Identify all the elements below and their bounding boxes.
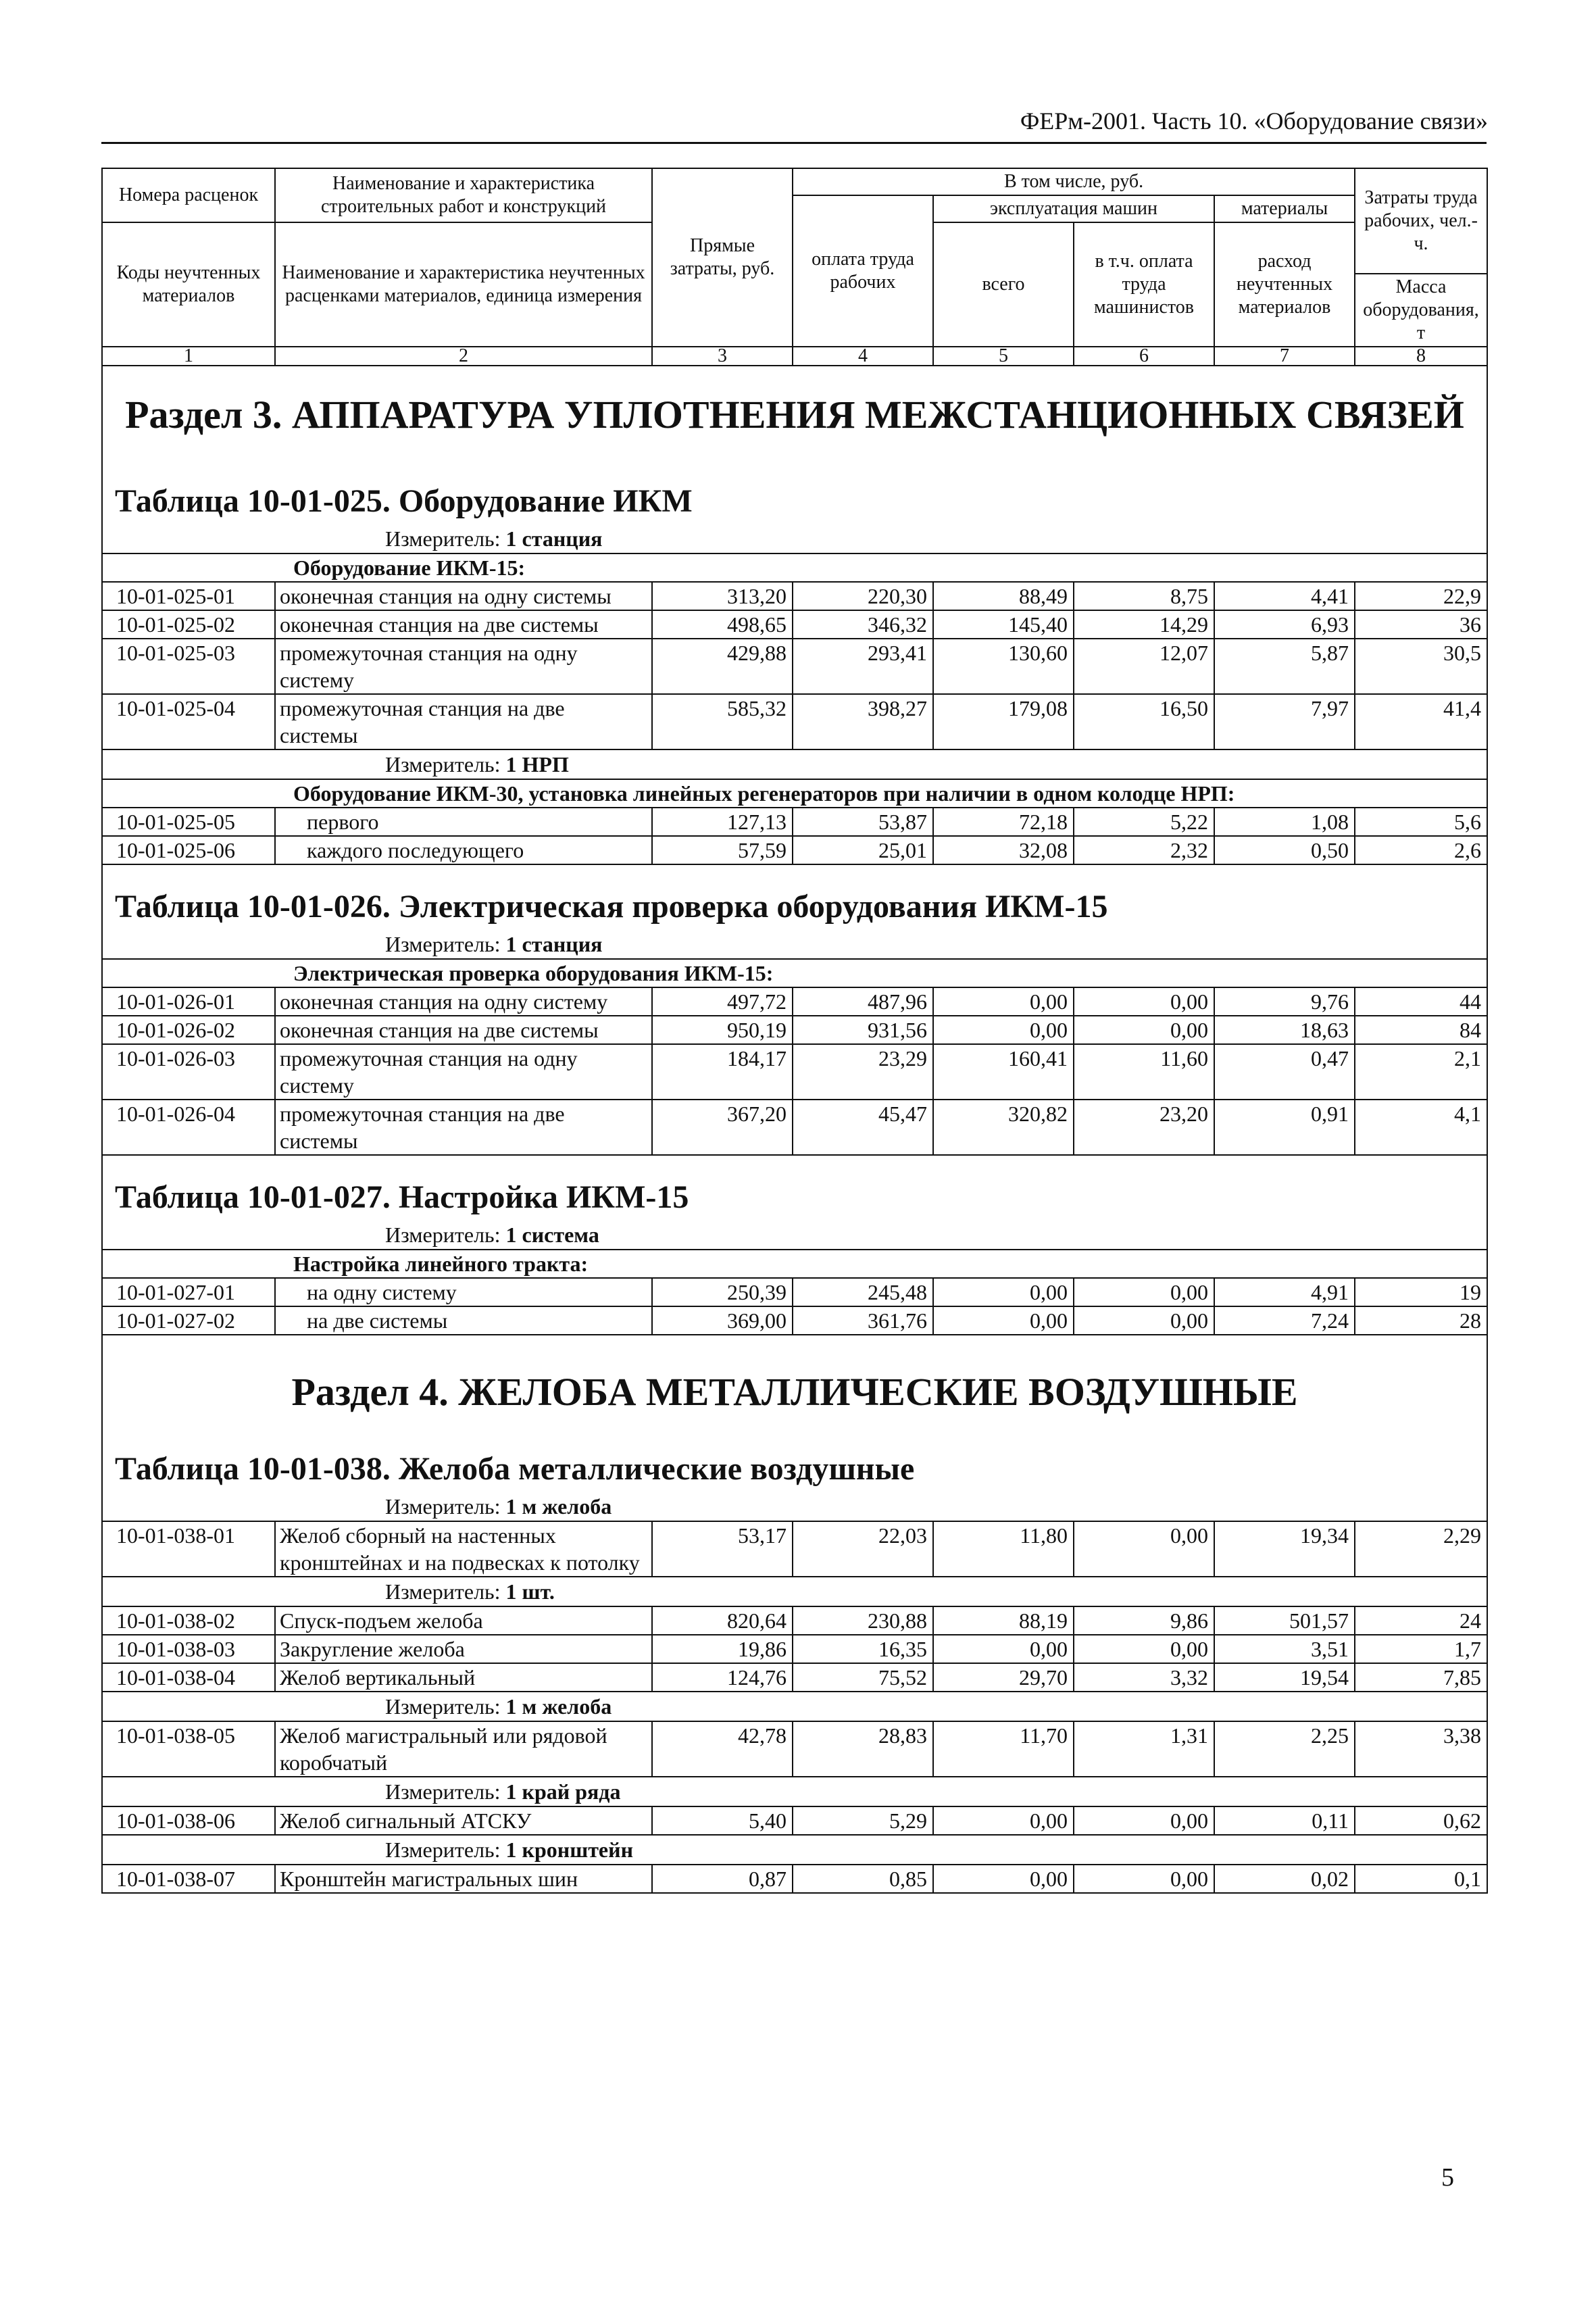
machines-total: 0,00 — [933, 987, 1074, 1016]
operator-pay: 0,00 — [1074, 1635, 1214, 1663]
work-name: оконечная станция на одну систему — [275, 987, 652, 1016]
table-row — [102, 582, 1487, 610]
work-name: на одну систему — [275, 1278, 652, 1306]
work-name: Желоб магистральный или рядовой коробчатый — [275, 1721, 652, 1777]
direct-cost: 42,78 — [652, 1721, 793, 1777]
rate-code: 10-01-038-06 — [102, 1806, 275, 1835]
operator-pay: 12,07 — [1074, 639, 1214, 694]
work-name: оконечная станция на две системы — [275, 1016, 652, 1044]
labor-pay: 5,29 — [793, 1806, 933, 1835]
table-row — [102, 639, 1487, 694]
operator-pay: 11,60 — [1074, 1044, 1214, 1100]
operator-pay: 0,00 — [1074, 1806, 1214, 1835]
rate-code: 10-01-038-02 — [102, 1606, 275, 1635]
labor-pay: 53,87 — [793, 808, 933, 836]
materials: 2,25 — [1214, 1721, 1355, 1777]
group-heading: Настройка линейного тракта: — [102, 1250, 1487, 1278]
col-labor-pay: оплата труда рабочих — [793, 195, 933, 347]
header-rule — [101, 142, 1487, 144]
work-name: промежуточная станция на две системы — [275, 1100, 652, 1155]
operator-pay: 9,86 — [1074, 1606, 1214, 1635]
table-row — [102, 694, 1487, 749]
materials: 0,50 — [1214, 836, 1355, 864]
rate-code: 10-01-038-04 — [102, 1663, 275, 1692]
materials: 0,11 — [1214, 1806, 1355, 1835]
materials: 19,54 — [1214, 1663, 1355, 1692]
rate-code: 10-01-026-02 — [102, 1016, 275, 1044]
measure-label: Измеритель: 1 м желоба — [102, 1492, 1487, 1521]
work-name: Желоб сигнальный АТСКУ — [275, 1806, 652, 1835]
table-row — [102, 1635, 1487, 1663]
machines-total: 0,00 — [933, 1306, 1074, 1335]
work-name: Кронштейн магистральных шин — [275, 1865, 652, 1893]
col-number: 5 — [933, 347, 1074, 366]
table-row — [102, 1306, 1487, 1335]
labor-hours: 36 — [1355, 610, 1487, 639]
labor-hours: 1,7 — [1355, 1635, 1487, 1663]
col-operator-pay: в т.ч. оплата труда машинистов — [1074, 222, 1214, 347]
machines-total: 29,70 — [933, 1663, 1074, 1692]
work-name: оконечная станция на одну системы — [275, 582, 652, 610]
col-work-name: Наименование и характеристика строительных работ и конструкций — [275, 168, 652, 222]
col-number: 6 — [1074, 347, 1214, 366]
labor-hours: 5,6 — [1355, 808, 1487, 836]
machines-total: 145,40 — [933, 610, 1074, 639]
table-title: Таблица 10-01-038. Желоба металлические воздушные — [102, 1444, 1487, 1492]
labor-pay: 28,83 — [793, 1721, 933, 1777]
table-row — [102, 1606, 1487, 1635]
machines-total: 72,18 — [933, 808, 1074, 836]
work-name: Закругление желоба — [275, 1635, 652, 1663]
labor-hours: 30,5 — [1355, 639, 1487, 694]
rate-code: 10-01-026-03 — [102, 1044, 275, 1100]
rate-code: 10-01-025-03 — [102, 639, 275, 694]
measure-label: Измеритель: 1 станция — [102, 930, 1487, 959]
col-rate-numbers: Номера расценок — [102, 168, 275, 222]
machines-total: 320,82 — [933, 1100, 1074, 1155]
materials: 7,24 — [1214, 1306, 1355, 1335]
labor-pay: 361,76 — [793, 1306, 933, 1335]
direct-cost: 429,88 — [652, 639, 793, 694]
labor-pay: 23,29 — [793, 1044, 933, 1100]
measure-label: Измеритель: 1 кронштейн — [102, 1835, 1487, 1865]
rates-table — [101, 168, 1488, 1894]
col-number: 2 — [275, 347, 652, 366]
operator-pay: 8,75 — [1074, 582, 1214, 610]
materials: 0,91 — [1214, 1100, 1355, 1155]
table-row — [102, 1521, 1487, 1577]
table-row — [102, 836, 1487, 864]
machines-total: 0,00 — [933, 1865, 1074, 1893]
page-running-header: ФЕРм-2001. Часть 10. «Оборудование связи» — [1020, 107, 1488, 134]
measure-label: Измеритель: 1 край ряда — [102, 1777, 1487, 1806]
page-number: 5 — [1441, 2163, 1454, 2192]
labor-hours: 2,29 — [1355, 1521, 1487, 1577]
labor-pay: 25,01 — [793, 836, 933, 864]
labor-pay: 45,47 — [793, 1100, 933, 1155]
rate-code: 10-01-025-05 — [102, 808, 275, 836]
labor-pay: 16,35 — [793, 1635, 933, 1663]
direct-cost: 124,76 — [652, 1663, 793, 1692]
rate-code: 10-01-025-04 — [102, 694, 275, 749]
work-name: Желоб вертикальный — [275, 1663, 652, 1692]
table-title: Таблица 10-01-027. Настройка ИКМ-15 — [102, 1155, 1487, 1221]
labor-pay: 220,30 — [793, 582, 933, 610]
machines-total: 130,60 — [933, 639, 1074, 694]
direct-cost: 950,19 — [652, 1016, 793, 1044]
labor-pay: 0,85 — [793, 1865, 933, 1893]
table-row — [102, 1721, 1487, 1777]
table-row — [102, 1865, 1487, 1893]
labor-hours: 19 — [1355, 1278, 1487, 1306]
work-name: Спуск-подъем желоба — [275, 1606, 652, 1635]
materials: 6,93 — [1214, 610, 1355, 639]
rate-code: 10-01-038-01 — [102, 1521, 275, 1577]
materials: 501,57 — [1214, 1606, 1355, 1635]
table-row — [102, 610, 1487, 639]
section-title: Раздел 3. АППАРАТУРА УПЛОТНЕНИЯ МЕЖСТАНЦИОННЫХ СВЯЗЕЙ — [102, 366, 1487, 466]
table-row — [102, 1806, 1487, 1835]
section-title: Раздел 4. ЖЕЛОБА МЕТАЛЛИЧЕСКИЕ ВОЗДУШНЫЕ — [102, 1335, 1487, 1444]
labor-pay: 398,27 — [793, 694, 933, 749]
operator-pay: 14,29 — [1074, 610, 1214, 639]
labor-hours: 28 — [1355, 1306, 1487, 1335]
machines-total: 11,70 — [933, 1721, 1074, 1777]
machines-total: 0,00 — [933, 1635, 1074, 1663]
materials: 3,51 — [1214, 1635, 1355, 1663]
materials: 0,47 — [1214, 1044, 1355, 1100]
materials: 0,02 — [1214, 1865, 1355, 1893]
direct-cost: 313,20 — [652, 582, 793, 610]
labor-hours: 0,62 — [1355, 1806, 1487, 1835]
direct-cost: 250,39 — [652, 1278, 793, 1306]
col-machines: эксплуатация машин — [933, 195, 1214, 222]
operator-pay: 1,31 — [1074, 1721, 1214, 1777]
labor-hours: 44 — [1355, 987, 1487, 1016]
labor-hours: 24 — [1355, 1606, 1487, 1635]
direct-cost: 0,87 — [652, 1865, 793, 1893]
col-equipment-mass: Масса оборудования, т — [1355, 274, 1487, 347]
col-direct-costs: Прямые затраты, руб. — [652, 168, 793, 347]
direct-cost: 367,20 — [652, 1100, 793, 1155]
rate-code: 10-01-038-05 — [102, 1721, 275, 1777]
operator-pay: 0,00 — [1074, 987, 1214, 1016]
direct-cost: 820,64 — [652, 1606, 793, 1635]
rate-code: 10-01-038-03 — [102, 1635, 275, 1663]
rate-code: 10-01-027-01 — [102, 1278, 275, 1306]
materials: 1,08 — [1214, 808, 1355, 836]
col-number: 8 — [1355, 347, 1487, 366]
operator-pay: 16,50 — [1074, 694, 1214, 749]
work-name: на две системы — [275, 1306, 652, 1335]
labor-hours: 3,38 — [1355, 1721, 1487, 1777]
direct-cost: 5,40 — [652, 1806, 793, 1835]
col-number: 1 — [102, 347, 275, 366]
work-name: промежуточная станция на одну систему — [275, 639, 652, 694]
labor-pay: 293,41 — [793, 639, 933, 694]
operator-pay: 5,22 — [1074, 808, 1214, 836]
work-name: оконечная станция на две системы — [275, 610, 652, 639]
table-row — [102, 987, 1487, 1016]
labor-pay: 245,48 — [793, 1278, 933, 1306]
table-row — [102, 1100, 1487, 1155]
work-name: промежуточная станция на одну систему — [275, 1044, 652, 1100]
table-row — [102, 808, 1487, 836]
labor-pay: 487,96 — [793, 987, 933, 1016]
labor-hours: 0,1 — [1355, 1865, 1487, 1893]
measure-label: Измеритель: 1 м желоба — [102, 1692, 1487, 1721]
col-number: 4 — [793, 347, 933, 366]
table-row — [102, 1044, 1487, 1100]
materials: 5,87 — [1214, 639, 1355, 694]
labor-hours: 4,1 — [1355, 1100, 1487, 1155]
col-number: 7 — [1214, 347, 1355, 366]
group-heading: Оборудование ИКМ-30, установка линейных регенераторов при наличии в одном колодце НРП: — [102, 779, 1487, 808]
measure-label: Измеритель: 1 шт. — [102, 1577, 1487, 1606]
machines-total: 179,08 — [933, 694, 1074, 749]
work-name: каждого последующего — [275, 836, 652, 864]
rate-code: 10-01-025-01 — [102, 582, 275, 610]
table-row — [102, 1278, 1487, 1306]
operator-pay: 0,00 — [1074, 1521, 1214, 1577]
machines-total: 88,49 — [933, 582, 1074, 610]
direct-cost: 585,32 — [652, 694, 793, 749]
materials: 18,63 — [1214, 1016, 1355, 1044]
col-including: В том числе, руб. — [793, 168, 1355, 195]
direct-cost: 497,72 — [652, 987, 793, 1016]
direct-cost: 498,65 — [652, 610, 793, 639]
measure-label: Измеритель: 1 НРП — [102, 749, 1487, 779]
column-numbers-row — [102, 347, 1487, 366]
col-machines-total: всего — [933, 222, 1074, 347]
direct-cost: 127,13 — [652, 808, 793, 836]
machines-total: 160,41 — [933, 1044, 1074, 1100]
materials: 19,34 — [1214, 1521, 1355, 1577]
operator-pay: 0,00 — [1074, 1016, 1214, 1044]
direct-cost: 369,00 — [652, 1306, 793, 1335]
labor-hours: 41,4 — [1355, 694, 1487, 749]
work-name: промежуточная станция на две системы — [275, 694, 652, 749]
work-name: первого — [275, 808, 652, 836]
table-title: Таблица 10-01-026. Электрическая проверка оборудования ИКМ-15 — [102, 864, 1487, 930]
operator-pay: 3,32 — [1074, 1663, 1214, 1692]
table-title: Таблица 10-01-025. Оборудование ИКМ — [102, 466, 1487, 524]
rate-code: 10-01-026-01 — [102, 987, 275, 1016]
document-body — [101, 168, 1487, 1894]
materials: 9,76 — [1214, 987, 1355, 1016]
col-material-use: расход неучтенных материалов — [1214, 222, 1355, 347]
table-header — [102, 168, 1487, 347]
direct-cost: 184,17 — [652, 1044, 793, 1100]
measure-label: Измеритель: 1 система — [102, 1221, 1487, 1250]
operator-pay: 23,20 — [1074, 1100, 1214, 1155]
direct-cost: 53,17 — [652, 1521, 793, 1577]
rate-code: 10-01-026-04 — [102, 1100, 275, 1155]
work-name: Желоб сборный на настенных кронштейнах и на подвесках к потолку — [275, 1521, 652, 1577]
machines-total: 88,19 — [933, 1606, 1074, 1635]
labor-pay: 346,32 — [793, 610, 933, 639]
labor-pay: 22,03 — [793, 1521, 933, 1577]
direct-cost: 57,59 — [652, 836, 793, 864]
operator-pay: 0,00 — [1074, 1306, 1214, 1335]
machines-total: 0,00 — [933, 1016, 1074, 1044]
labor-hours: 2,1 — [1355, 1044, 1487, 1100]
col-labor-costs: Затраты труда рабочих, чел.-ч. — [1355, 168, 1487, 274]
table-row — [102, 1663, 1487, 1692]
direct-cost: 19,86 — [652, 1635, 793, 1663]
labor-pay: 931,56 — [793, 1016, 933, 1044]
labor-hours: 2,6 — [1355, 836, 1487, 864]
labor-pay: 230,88 — [793, 1606, 933, 1635]
materials: 7,97 — [1214, 694, 1355, 749]
machines-total: 0,00 — [933, 1278, 1074, 1306]
col-material-codes: Коды неучтенных материалов — [102, 222, 275, 347]
rate-code: 10-01-025-02 — [102, 610, 275, 639]
rate-code: 10-01-027-02 — [102, 1306, 275, 1335]
group-heading: Оборудование ИКМ-15: — [102, 553, 1487, 582]
labor-hours: 84 — [1355, 1016, 1487, 1044]
labor-pay: 75,52 — [793, 1663, 933, 1692]
materials: 4,41 — [1214, 582, 1355, 610]
col-material-name: Наименование и характеристика неучтенных расценками материалов, единица измерения — [275, 222, 652, 347]
col-materials: материалы — [1214, 195, 1355, 222]
machines-total: 32,08 — [933, 836, 1074, 864]
col-number: 3 — [652, 347, 793, 366]
operator-pay: 0,00 — [1074, 1278, 1214, 1306]
operator-pay: 0,00 — [1074, 1865, 1214, 1893]
materials: 4,91 — [1214, 1278, 1355, 1306]
measure-label: Измеритель: 1 станция — [102, 524, 1487, 553]
rate-code: 10-01-038-07 — [102, 1865, 275, 1893]
machines-total: 0,00 — [933, 1806, 1074, 1835]
labor-hours: 7,85 — [1355, 1663, 1487, 1692]
group-heading: Электрическая проверка оборудования ИКМ-15: — [102, 959, 1487, 987]
rate-code: 10-01-025-06 — [102, 836, 275, 864]
operator-pay: 2,32 — [1074, 836, 1214, 864]
table-row — [102, 1016, 1487, 1044]
machines-total: 11,80 — [933, 1521, 1074, 1577]
labor-hours: 22,9 — [1355, 582, 1487, 610]
